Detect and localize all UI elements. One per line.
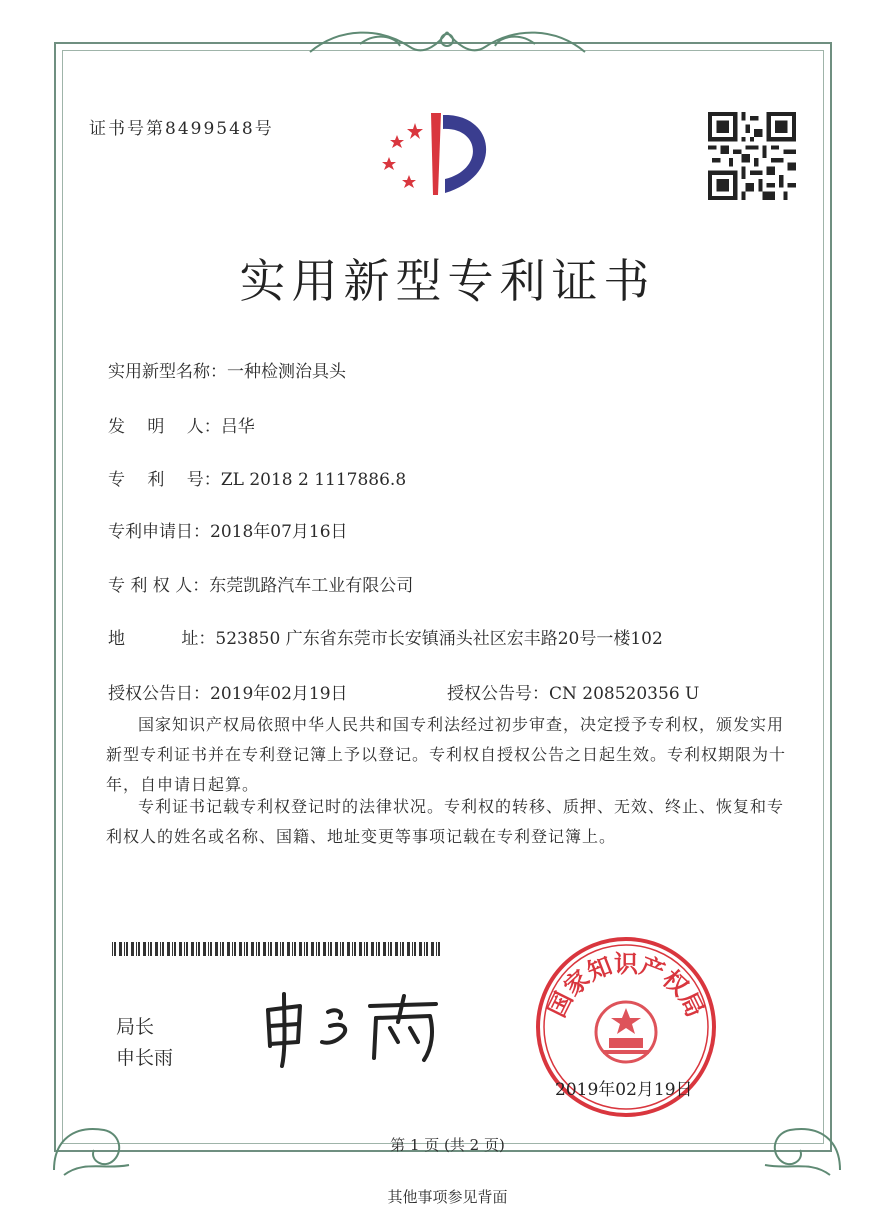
signatory-name: 申长雨 [116, 1047, 174, 1069]
filing-date-value: 2018年07月16日 [210, 522, 348, 542]
barcode [112, 942, 442, 956]
inventor-label: 发 明 人： [108, 417, 221, 437]
patent-number-label: 专 利 号： [108, 470, 221, 490]
filing-date-label: 专利申请日： [108, 522, 210, 542]
inventor-value: 吕华 [220, 417, 255, 437]
top-ornament [300, 22, 595, 62]
back-note: 其他事项参见背面 [387, 1188, 508, 1206]
address-label: 地 址： [108, 629, 216, 649]
patentee-label: 专 利 权 人： [108, 576, 210, 596]
address-value: 523850 广东省东莞市长安镇涌头社区宏丰路20号一楼102 [215, 629, 663, 649]
certificate-number: 证书号第8499548号 [89, 119, 274, 139]
inventor-row [108, 412, 255, 437]
utility-model-name-value: 一种检测治具头 [227, 362, 346, 382]
grant-date-value: 2019年02月19日 [210, 684, 348, 704]
document-title: 实用新型专利证书 [239, 254, 656, 308]
cnipa-logo-icon [375, 105, 510, 205]
grant-number-row [447, 679, 699, 704]
patentee-row [108, 571, 413, 596]
patentee-value: 东莞凯路汽车工业有限公司 [209, 576, 414, 596]
utility-model-name-label: 实用新型名称： [108, 362, 227, 382]
seal-text: 国家知识产权局 [542, 950, 710, 1022]
paragraph-grant-statement: 国家知识产权局依照中华人民共和国专利法经过初步审查，决定授予专利权，颁发实用新型专利证书并在专利登记簿上予以登记。专利权自授权公告之日起生效。专利权期限为十年，自申请日起算。 [106, 715, 787, 794]
handwritten-signature [258, 988, 458, 1068]
grant-number-label: 授权公告号： [447, 684, 549, 704]
grant-date-row [108, 679, 348, 704]
seal-date: 2019年02月19日 [555, 1080, 693, 1100]
grant-number-value: CN 208520356 U [549, 684, 700, 704]
address-row [108, 624, 663, 649]
grant-date-label: 授权公告日： [108, 684, 210, 704]
signatory-title: 局长 [116, 1016, 155, 1038]
patent-number-row [108, 465, 406, 490]
qr-code [708, 112, 796, 200]
utility-model-name-row [108, 357, 346, 382]
patent-number-value: ZL 2018 2 1117886.8 [220, 470, 407, 490]
paragraph-legal-status: 专利证书记载专利权登记时的法律状况。专利权的转移、质押、无效、终止、恢复和专利权人的姓名或名称、国籍、地址变更等事项记载在专利登记簿上。 [106, 797, 785, 846]
page-number: 第 1 页 (共 2 页) [390, 1136, 505, 1154]
filing-date-row [108, 517, 348, 542]
